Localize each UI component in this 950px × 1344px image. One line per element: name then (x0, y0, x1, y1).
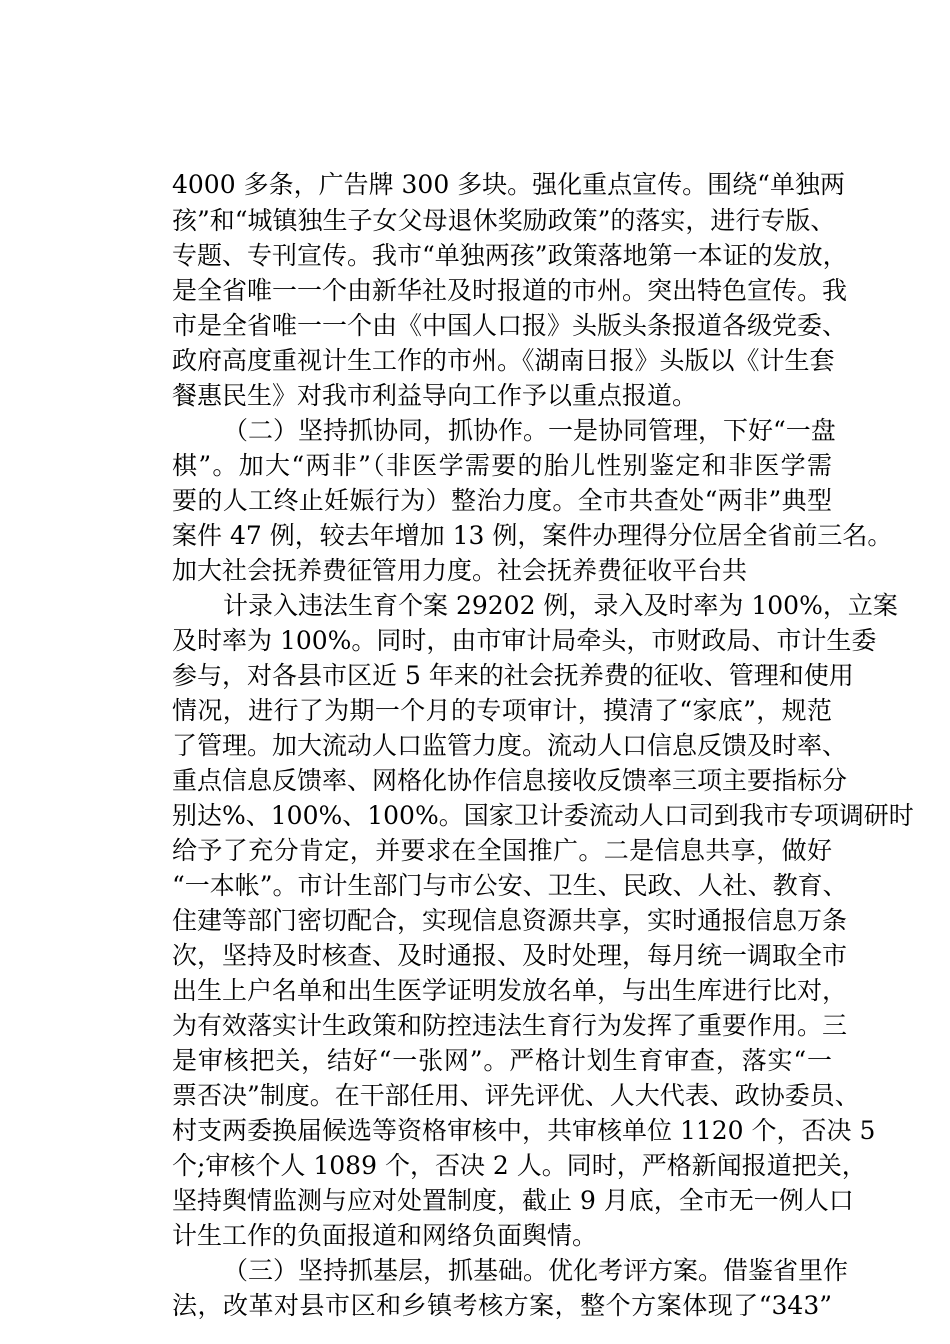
text-line: 法，改革对县市区和乡镇考核方案，整个方案体现了“343” (172, 1291, 832, 1320)
text-line: 棋”。加大“两非”（非医学需要的胎儿性别鉴定和非医学需 (172, 451, 832, 480)
text-line: 餐惠民生》对我市利益导向工作予以重点报道。 (172, 381, 698, 410)
text-line: 别达%、100%、100%。国家卫计委流动人口司到我市专项调研时 (172, 801, 914, 830)
text-line: 参与，对各县市区近 5 年来的社会抚养费的征收、管理和使用 (172, 661, 854, 690)
text-line: 票否决”制度。在干部任用、评先评优、人大代表、政协委员、 (172, 1081, 860, 1110)
text-line: 是审核把关，结好“一张网”。严格计划生育审查，落实“一 (172, 1046, 832, 1075)
text-line: 案件 47 例，较去年增加 13 例，案件办理得分位居全省前三名。 (172, 521, 893, 550)
text-line: 政府高度重视计生工作的市州。《湖南日报》头版以《计生套 (172, 346, 835, 375)
text-line: 是全省唯一一个由新华社及时报道的市州。突出特色宣传。我 (172, 276, 848, 305)
paragraph-start-line: （三）坚持抓基层，抓基础。优化考评方案。借鉴省里作 (223, 1256, 849, 1285)
text-line: 4000 多条，广告牌 300 多块。强化重点宣传。围绕“单独两 (172, 170, 845, 199)
text-line: 专题、专刊宣传。我市“单独两孩”政策落地第一本证的发放， (172, 241, 848, 270)
text-line: 孩”和“城镇独生子女父母退休奖励政策”的落实，进行专版、 (172, 206, 836, 235)
paragraph-start-line: 计录入违法生育个案 29202 例，录入及时率为 100%，立案 (223, 591, 898, 620)
text-line: 了管理。加大流动人口监管力度。流动人口信息反馈及时率、 (172, 731, 848, 760)
text-line: 情况，进行了为期一个月的专项审计，摸清了“家底”，规范 (172, 696, 832, 725)
text-line: 村支两委换届候选等资格审核中，共审核单位 1120 个，否决 5 (172, 1116, 876, 1145)
text-line: 市是全省唯一一个由《中国人口报》头版头条报道各级党委、 (172, 311, 848, 340)
text-line: 次，坚持及时核查、及时通报、及时处理，每月统一调取全市 (172, 941, 848, 970)
text-line: 要的人工终止妊娠行为）整治力度。全市共查处“两非”典型 (172, 486, 832, 515)
text-line: 个;审核个人 1089 个，否决 2 人。同时，严格新闻报道把关， (172, 1151, 867, 1180)
text-line: 给予了充分肯定，并要求在全国推广。二是信息共享，做好 (172, 836, 832, 865)
text-line: 出生上户名单和出生医学证明发放名单，与出生库进行比对， (172, 976, 848, 1005)
text-line: 住建等部门密切配合，实现信息资源共享，实时通报信息万条 (172, 906, 848, 935)
text-line: 为有效落实计生政策和防控违法生育行为发挥了重要作用。三 (172, 1011, 848, 1040)
text-line: 及时率为 100%。同时，由市审计局牵头，市财政局、市计生委 (172, 626, 877, 655)
text-line: 加大社会抚养费征管用力度。社会抚养费征收平台共 (172, 556, 748, 585)
text-line: “一本帐”。市计生部门与市公安、卫生、民政、人社、教育、 (172, 871, 848, 900)
text-line: 坚持舆情监测与应对处置制度，截止 9 月底，全市无一例人口 (172, 1186, 854, 1215)
text-line: 计生工作的负面报道和网络负面舆情。 (172, 1221, 598, 1250)
paragraph-start-line: （二）坚持抓协同，抓协作。一是协同管理，下好“一盘 (223, 416, 836, 445)
text-line: 重点信息反馈率、网格化协作信息接收反馈率三项主要指标分 (172, 766, 848, 795)
